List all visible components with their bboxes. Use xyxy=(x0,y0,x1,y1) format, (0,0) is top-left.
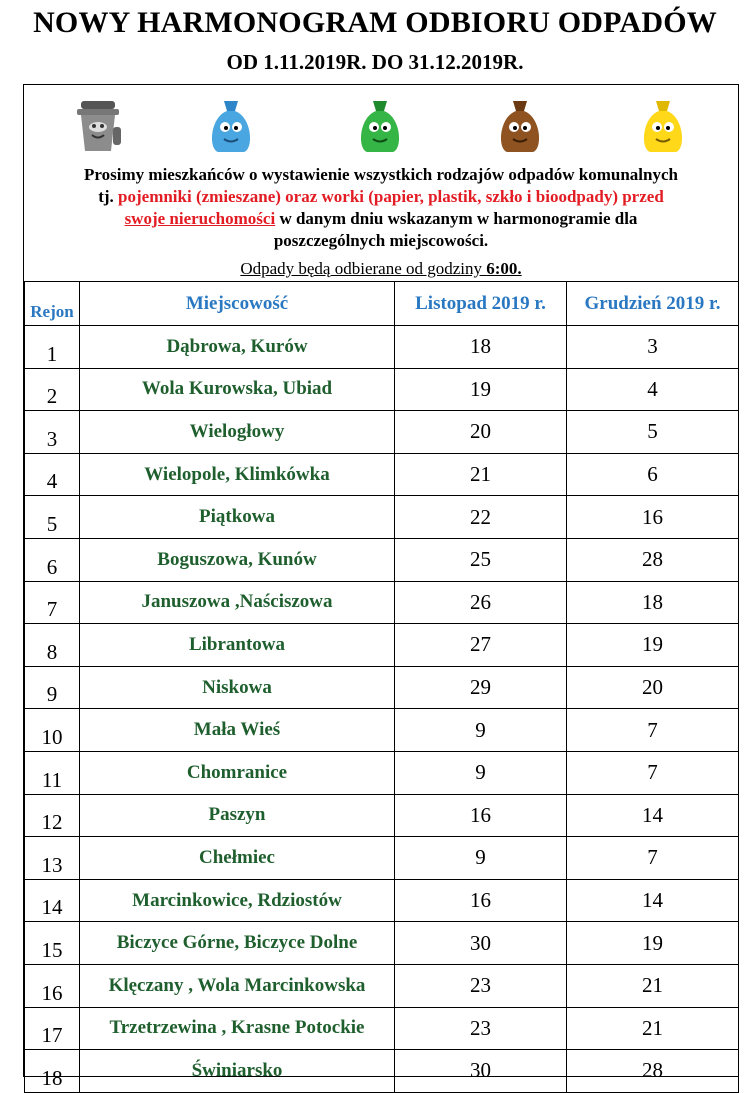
november-cell: 20 xyxy=(395,411,567,454)
place-cell: Wielopole, Klimkówka xyxy=(80,453,395,496)
rejon-cell: 9 xyxy=(25,666,80,709)
pickup-hours-text: Odpady będą odbierane od godziny xyxy=(240,259,487,278)
december-cell: 6 xyxy=(567,453,739,496)
december-cell: 19 xyxy=(567,624,739,667)
table-row xyxy=(25,879,739,922)
table-row xyxy=(25,666,739,709)
table-row xyxy=(25,326,739,369)
december-cell: 28 xyxy=(567,538,739,581)
table-row xyxy=(25,922,739,965)
place-cell: Wielogłowy xyxy=(80,411,395,454)
place-cell: Dąbrowa, Kurów xyxy=(80,326,395,369)
schedule-frame xyxy=(23,84,739,1090)
notice-highlight-2: swoje nieruchomości xyxy=(124,209,276,228)
pickup-hours xyxy=(24,258,738,280)
notice-text xyxy=(24,164,738,252)
rejon-cell: 3 xyxy=(25,411,80,454)
november-cell: 25 xyxy=(395,538,567,581)
november-cell: 16 xyxy=(395,794,567,837)
place-cell: Wola Kurowska, Ubiad xyxy=(80,368,395,411)
table-row xyxy=(25,453,739,496)
november-cell: 27 xyxy=(395,624,567,667)
notice-line-1: Prosimy mieszkańców o wystawienie wszystkich rodzajów odpadów komunalnych xyxy=(84,165,678,184)
place-cell: Januszowa ,Naściszowa xyxy=(80,581,395,624)
november-cell: 9 xyxy=(395,751,567,794)
place-cell: Chomranice xyxy=(80,751,395,794)
table-row xyxy=(25,581,739,624)
november-cell: 19 xyxy=(395,368,567,411)
place-cell: Marcinkowice, Rdziostów xyxy=(80,879,395,922)
november-cell: 23 xyxy=(395,1007,567,1050)
pickup-hours-time: 6:00. xyxy=(486,259,522,278)
december-cell: 21 xyxy=(567,964,739,1007)
table-row xyxy=(25,411,739,454)
place-cell: Piątkowa xyxy=(80,496,395,539)
notice-line-2 xyxy=(24,186,738,208)
table-body xyxy=(25,326,739,1093)
page-title: NOWY HARMONOGRAM ODBIORU ODPADÓW xyxy=(33,6,717,39)
rejon-cell: 8 xyxy=(25,624,80,667)
waste-icons-row xyxy=(24,97,738,157)
december-cell: 3 xyxy=(567,326,739,369)
notice-line-3 xyxy=(24,208,738,230)
table-row xyxy=(25,837,739,880)
notice-line-3-end: w danym dniu wskazanym w harmonogramie dla xyxy=(275,209,638,228)
december-cell: 14 xyxy=(567,879,739,922)
rejon-cell: 12 xyxy=(25,794,80,837)
december-cell: 19 xyxy=(567,922,739,965)
place-cell: Librantowa xyxy=(80,624,395,667)
december-cell: 7 xyxy=(567,751,739,794)
place-cell: Klęczany , Wola Marcinkowska xyxy=(80,964,395,1007)
gray-bin-icon xyxy=(69,97,127,155)
rejon-cell: 2 xyxy=(25,368,80,411)
november-cell: 22 xyxy=(395,496,567,539)
december-cell: 7 xyxy=(567,837,739,880)
table-row xyxy=(25,751,739,794)
december-cell: 7 xyxy=(567,709,739,752)
place-cell: Trzetrzewina , Krasne Potockie xyxy=(80,1007,395,1050)
november-cell: 21 xyxy=(395,453,567,496)
rejon-cell: 15 xyxy=(25,922,80,965)
notice-line-4: poszczególnych miejscowości. xyxy=(273,231,489,250)
place-cell: Mała Wieś xyxy=(80,709,395,752)
table-row xyxy=(25,368,739,411)
november-cell: 18 xyxy=(395,326,567,369)
header-listopad: Listopad 2019 r. xyxy=(395,282,567,326)
place-cell: Chełmiec xyxy=(80,837,395,880)
november-cell: 9 xyxy=(395,837,567,880)
rejon-cell: 14 xyxy=(25,879,80,922)
place-cell: Paszyn xyxy=(80,794,395,837)
rejon-cell: 16 xyxy=(25,964,80,1007)
rejon-cell: 18 xyxy=(25,1050,80,1093)
green-bag-icon xyxy=(351,97,409,155)
place-cell: Świniarsko xyxy=(80,1050,395,1093)
table-header-row xyxy=(25,282,739,326)
page-subtitle: OD 1.11.2019R. DO 31.12.2019R. xyxy=(226,50,524,74)
header-grudzien: Grudzień 2019 r. xyxy=(567,282,739,326)
place-cell: Niskowa xyxy=(80,666,395,709)
december-cell: 28 xyxy=(567,1050,739,1093)
table-row xyxy=(25,1050,739,1093)
yellow-bag-icon xyxy=(634,97,692,155)
november-cell: 30 xyxy=(395,922,567,965)
november-cell: 16 xyxy=(395,879,567,922)
november-cell: 9 xyxy=(395,709,567,752)
place-cell: Boguszowa, Kunów xyxy=(80,538,395,581)
rejon-cell: 4 xyxy=(25,453,80,496)
table-row xyxy=(25,794,739,837)
table-row xyxy=(25,1007,739,1050)
december-cell: 4 xyxy=(567,368,739,411)
rejon-cell: 10 xyxy=(25,709,80,752)
table-row xyxy=(25,709,739,752)
rejon-cell: 7 xyxy=(25,581,80,624)
schedule-table xyxy=(24,281,739,1093)
table-row xyxy=(25,964,739,1007)
rejon-cell: 5 xyxy=(25,496,80,539)
header-miejscowosc: Miejscowość xyxy=(80,282,395,326)
rejon-cell: 13 xyxy=(25,837,80,880)
november-cell: 30 xyxy=(395,1050,567,1093)
notice-line-2-start: tj. xyxy=(98,187,119,206)
brown-bag-icon xyxy=(491,97,549,155)
rejon-cell: 11 xyxy=(25,751,80,794)
header-rejon: Rejon xyxy=(25,282,80,326)
november-cell: 26 xyxy=(395,581,567,624)
december-cell: 20 xyxy=(567,666,739,709)
table-row xyxy=(25,538,739,581)
december-cell: 16 xyxy=(567,496,739,539)
notice-highlight-1: pojemniki (zmieszane) oraz worki (papier, plastik, szkło i bioodpady) przed xyxy=(118,187,664,206)
december-cell: 14 xyxy=(567,794,739,837)
rejon-cell: 1 xyxy=(25,326,80,369)
december-cell: 21 xyxy=(567,1007,739,1050)
blue-bag-icon xyxy=(202,97,260,155)
table-row xyxy=(25,496,739,539)
december-cell: 18 xyxy=(567,581,739,624)
rejon-cell: 6 xyxy=(25,538,80,581)
december-cell: 5 xyxy=(567,411,739,454)
rejon-cell: 17 xyxy=(25,1007,80,1050)
november-cell: 29 xyxy=(395,666,567,709)
table-row xyxy=(25,624,739,667)
november-cell: 23 xyxy=(395,964,567,1007)
place-cell: Biczyce Górne, Biczyce Dolne xyxy=(80,922,395,965)
